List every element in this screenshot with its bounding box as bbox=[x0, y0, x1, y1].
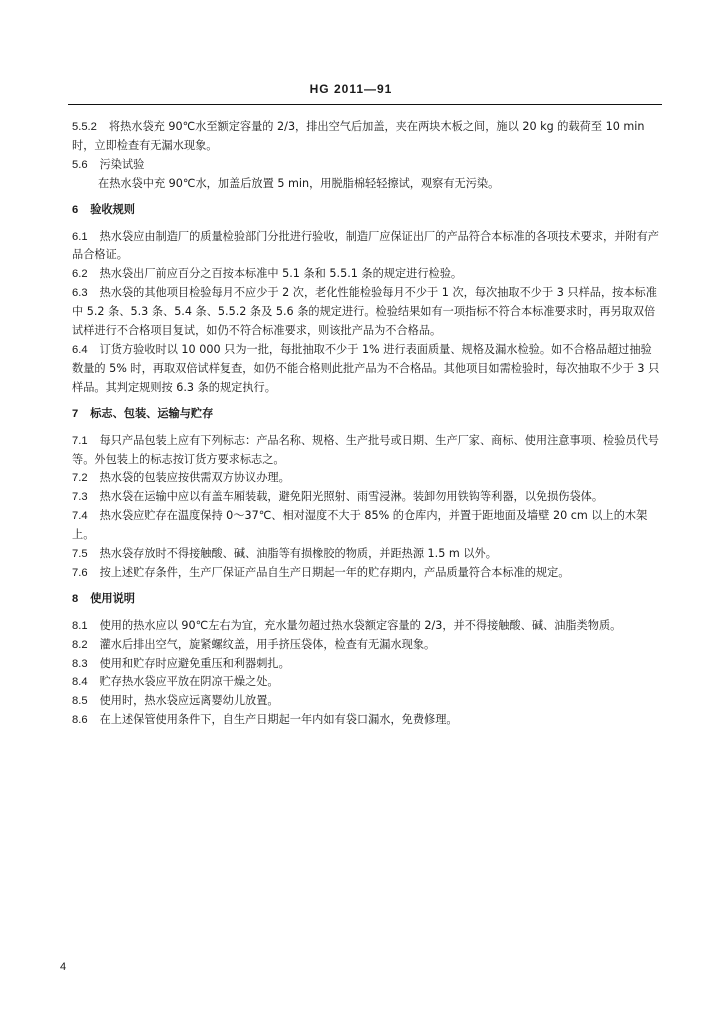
clause-8-5 bbox=[72, 692, 662, 711]
document-body bbox=[72, 118, 662, 730]
clause-text: 使用的热水应以 90℃左右为宜，充水量勿超过热水袋额定容量的 2/3，并不得接触酸、碱、油脂类物质。 bbox=[99, 618, 622, 632]
clause-text: 热水袋存放时不得接触酸、碱、油脂等有损橡胶的物质，并距热源 1.5 m 以外。 bbox=[99, 547, 497, 561]
section-8-heading bbox=[72, 590, 662, 609]
clause-number: 7.2 bbox=[72, 472, 88, 485]
clause-text: 使用时，热水袋应远离婴幼儿放置。 bbox=[99, 694, 279, 708]
clause-title: 污染试验 bbox=[99, 157, 145, 171]
clause-8-6 bbox=[72, 711, 662, 730]
clause-number: 7.5 bbox=[72, 548, 88, 561]
clause-number: 6.4 bbox=[72, 343, 88, 356]
clause-6-4 bbox=[72, 341, 662, 398]
clause-5-5-2 bbox=[72, 118, 662, 156]
clause-number: 8.6 bbox=[72, 714, 88, 727]
clause-number: 6.1 bbox=[72, 230, 88, 243]
clause-number: 7.3 bbox=[72, 491, 88, 504]
clause-8-4 bbox=[72, 673, 662, 692]
clause-6-1 bbox=[72, 228, 662, 266]
clause-number: 7.4 bbox=[72, 510, 88, 523]
section-title: 标志、包装、运输与贮存 bbox=[90, 406, 214, 420]
clause-text: 每只产品包装上应有下列标志：产品名称、规格、生产批号或日期、生产厂家、商标、使用注意事项、检验员代号等。外包装上的标志按订货方要求标志之。 bbox=[72, 433, 659, 466]
clause-number: 6.2 bbox=[72, 268, 88, 281]
clause-8-2 bbox=[72, 636, 662, 655]
clause-number: 8.5 bbox=[72, 695, 88, 708]
clause-7-5 bbox=[72, 545, 662, 564]
clause-number: 8.4 bbox=[72, 676, 88, 689]
clause-7-4 bbox=[72, 507, 662, 545]
clause-number: 6.3 bbox=[72, 287, 88, 300]
clause-text: 热水袋应由制造厂的质量检验部门分批进行验收，制造厂应保证出厂的产品符合本标准的各项技术要求，并附有产品合格证。 bbox=[72, 229, 659, 262]
section-6-heading bbox=[72, 201, 662, 220]
clause-5-6 bbox=[72, 156, 662, 175]
clause-7-3 bbox=[72, 488, 662, 507]
clause-text: 热水袋的包装应按供需双方协议办理。 bbox=[99, 471, 290, 485]
clause-8-3 bbox=[72, 655, 662, 674]
clause-7-2 bbox=[72, 469, 662, 488]
clause-5-6-body bbox=[72, 175, 662, 194]
header-divider bbox=[68, 104, 662, 105]
section-number: 6 bbox=[72, 203, 79, 216]
clause-text: 灌水后排出空气，旋紧螺纹盖，用手挤压袋体，检查有无漏水现象。 bbox=[99, 637, 436, 651]
clause-text: 热水袋的其他项目检验每月不应少于 2 次，老化性能检验每月不少于 1 次，每次抽取不少于 3 只样品，按本标准中 5.2 条、5.3 条、5.4 条、5.5.2 条及 5.6 条的规定进行。检验结果如有一项指标不符合本标准要求时，再另取双倍试样进行不合格项目复试，如仍不符合标准要求，则该批产品为不合格品。 bbox=[72, 286, 657, 338]
section-title: 验收规则 bbox=[90, 202, 135, 216]
clause-6-3 bbox=[72, 284, 662, 341]
section-7-heading bbox=[72, 405, 662, 424]
clause-text: 订货方验收时以 10 000 只为一批，每批抽取不少于 1% 进行表面质量、规格及漏水检验。如不合格品超过抽验数量的 5% 时，再取双倍试样复查，如仍不能合格则此批产品为不合格品。其他项目如需检验时，每次抽取不少于 3 只样品。其判定规则按 6.3 条的规定执行。 bbox=[72, 342, 660, 394]
clause-number: 8.2 bbox=[72, 638, 88, 651]
section-title: 使用说明 bbox=[90, 591, 135, 605]
clause-text: 热水袋应贮存在温度保持 0～37℃、相对湿度不大于 85% 的仓库内，并置于距地面及墙壁 20 cm 以上的木架上。 bbox=[72, 509, 648, 542]
clause-6-2 bbox=[72, 265, 662, 284]
clause-text: 在上述保管使用条件下，自生产日期起一年内如有袋口漏水，免费修理。 bbox=[99, 713, 458, 727]
clause-number: 7.6 bbox=[72, 566, 88, 579]
page-number: 4 bbox=[60, 961, 67, 973]
clause-7-1 bbox=[72, 432, 662, 470]
clause-text: 热水袋在运输中应以有盖车厢装载，避免阳光照射、雨雪浸淋。装卸勿用铁钩等利器，以免损伤袋体。 bbox=[99, 490, 604, 504]
clause-text: 使用和贮存时应避免重压和利器刺扎。 bbox=[99, 656, 290, 670]
clause-number: 8.1 bbox=[72, 619, 88, 632]
clause-7-6 bbox=[72, 564, 662, 583]
clause-text: 贮存热水袋应平放在阴凉干燥之处。 bbox=[99, 675, 279, 689]
clause-text: 将热水袋充 90℃水至额定容量的 2/3，排出空气后加盖，夹在两块木板之间，施以 20 kg 的载荷至 10 min 时，立即检查有无漏水现象。 bbox=[72, 120, 645, 152]
clause-text: 按上述贮存条件，生产厂保证产品自生产日期起一年的贮存期内，产品质量符合本标准的规定。 bbox=[99, 565, 570, 579]
clause-number: 8.3 bbox=[72, 657, 88, 670]
clause-8-1 bbox=[72, 617, 662, 636]
clause-text: 在热水袋中充 90℃水，加盖后放置 5 min，用脱脂棉轻轻擦试，观察有无污染。 bbox=[98, 176, 500, 190]
section-number: 8 bbox=[72, 592, 79, 605]
clause-number: 5.6 bbox=[72, 158, 88, 171]
standard-code: HG 2011—91 bbox=[309, 82, 393, 96]
clause-number: 5.5.2 bbox=[72, 121, 97, 133]
section-number: 7 bbox=[72, 407, 79, 420]
clause-text: 热水袋出厂前应百分之百按本标准中 5.1 条和 5.5.1 条的规定进行检验。 bbox=[99, 267, 463, 281]
clause-number: 7.1 bbox=[72, 434, 88, 447]
